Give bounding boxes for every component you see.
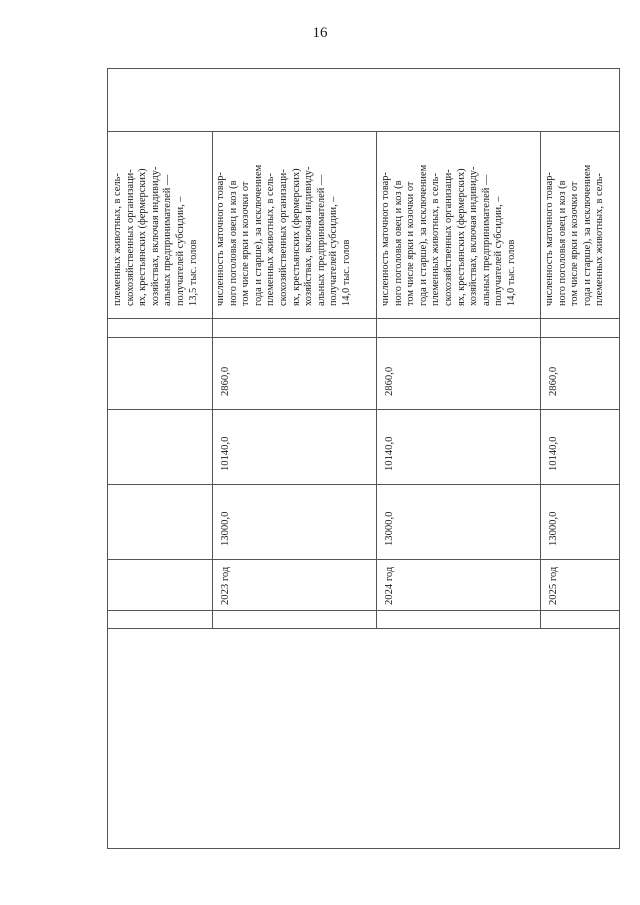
grid-line	[376, 131, 377, 628]
row-4-description: численность маточного товар- ного поголовья овец и коз (в том числе ярки и козочки от года и старше), за исключением племенных животных, в сель-	[544, 164, 606, 306]
grid-line	[107, 318, 620, 319]
grid-line	[107, 484, 620, 485]
row-4-value-3: 2860,0	[548, 366, 559, 396]
row-4-year: 2025 год	[548, 566, 559, 605]
grid-line	[107, 559, 620, 560]
row-3-value-1: 13000,0	[384, 511, 395, 546]
row-3-value-3: 2860,0	[384, 366, 395, 396]
row-1-description: племенных животных, в сель- скохозяйственных организаци- ях, крестьянских (фермерских) хозяйствах, включая индивиду- альных предпринимателей — получателей субсидии, – 13,5 тыс. голов	[112, 166, 199, 306]
grid-line	[107, 131, 620, 132]
table-border-right	[619, 68, 620, 849]
row-2-year: 2023 год	[220, 566, 231, 605]
grid-line	[107, 337, 620, 338]
table-border-bottom	[107, 848, 620, 849]
grid-line	[107, 409, 620, 410]
grid-line	[540, 131, 541, 628]
grid-line	[212, 131, 213, 628]
table-border-top	[107, 68, 620, 69]
row-3-year: 2024 год	[384, 566, 395, 605]
row-2-value-3: 2860,0	[220, 366, 231, 396]
page-number: 16	[312, 25, 328, 41]
table-border-left	[107, 68, 108, 849]
grid-line	[107, 628, 620, 629]
row-3-value-2: 10140,0	[384, 436, 395, 471]
row-2-value-2: 10140,0	[220, 436, 231, 471]
row-4-value-2: 10140,0	[548, 436, 559, 471]
row-3-description: численность маточного товар- ного поголовья овец и коз (в том числе ярки и козочки от года и старше), за исключением племенных животных, в сель- скохозяйственных организаци- ях, крестьянских (фермерских) хозяйствах, включая индивиду- альных предпринимателей — получателей субсидии, – 14,0 тыс. голов	[380, 164, 517, 306]
grid-line	[107, 610, 620, 611]
row-2-description: численность маточного товар- ного поголовья овец и коз (в том числе ярки и козочки от года и старше), за исключением племенных животных, в сель- скохозяйственных организаци- ях, крестьянских (фермерских) хозяйствах, включая индивиду- альных предпринимателей — получателей субсидии, – 14,0 тыс. голов	[215, 164, 352, 306]
row-2-value-1: 13000,0	[220, 511, 231, 546]
row-4-value-1: 13000,0	[548, 511, 559, 546]
